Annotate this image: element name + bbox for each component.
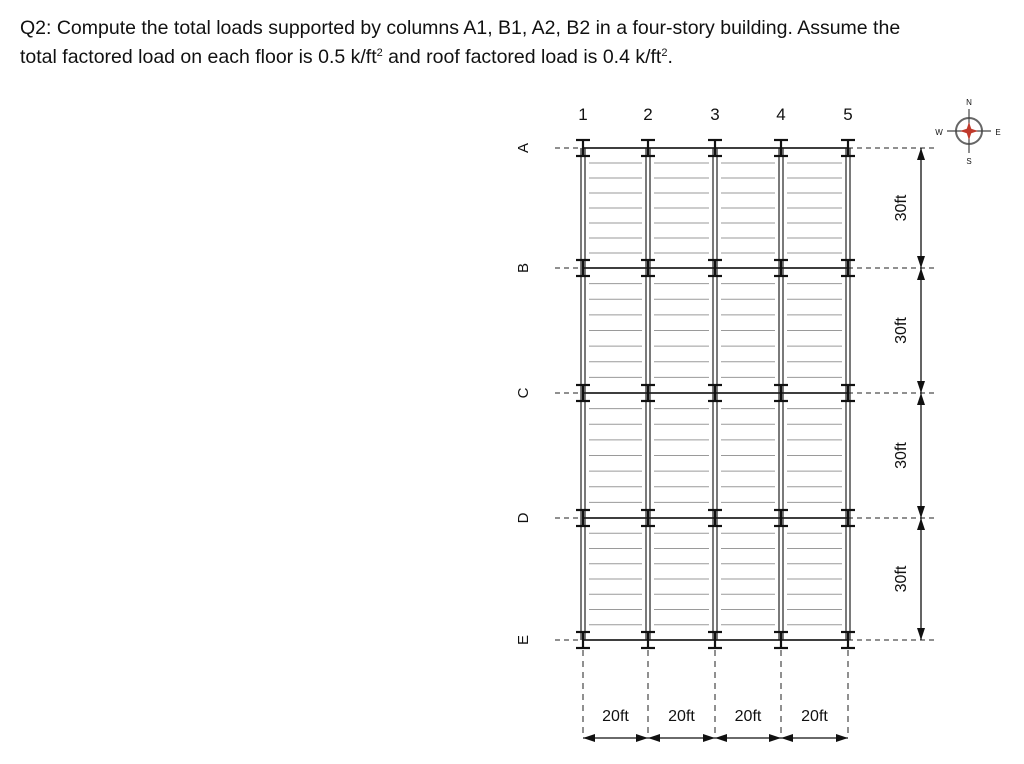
- floor-load-text: total factored load on each floor is 0.5 k/ft: [20, 46, 377, 68]
- column-label-5: 5: [843, 105, 853, 124]
- bay-depth-label: 30ft: [893, 194, 910, 222]
- row-label-B: B: [515, 262, 532, 274]
- dimension-lines: [583, 148, 925, 742]
- row-label-C: C: [515, 387, 532, 399]
- compass-needle: [960, 128, 978, 134]
- dimension-arrowhead: [836, 734, 848, 742]
- column-label-4: 4: [776, 105, 786, 124]
- row-label-D: D: [515, 512, 532, 524]
- column-label-2: 2: [643, 105, 653, 124]
- row-label-A: A: [515, 142, 532, 154]
- bay-depth-label: 30ft: [893, 317, 910, 344]
- bay-width-label: 20ft: [602, 708, 629, 725]
- dimension-arrowhead: [917, 393, 925, 405]
- dimension-arrowhead: [583, 734, 595, 742]
- dimension-arrowhead: [703, 734, 715, 742]
- dimension-arrowhead: [636, 734, 648, 742]
- compass-letter-E: E: [995, 128, 1001, 137]
- dimension-arrowhead: [648, 734, 660, 742]
- question-end: .: [667, 46, 673, 68]
- grid-beams: [555, 148, 935, 738]
- bay-depth-label: 30ft: [893, 565, 910, 593]
- columns: [576, 140, 855, 648]
- compass-letter-W: W: [935, 128, 943, 137]
- dimension-arrowhead: [917, 381, 925, 393]
- roof-load-exponent: 2: [661, 47, 668, 59]
- dimension-arrowhead: [917, 268, 925, 280]
- bay-width-label: 20ft: [734, 708, 762, 725]
- dimension-arrowhead: [715, 734, 727, 742]
- floor-load-exponent: 2: [376, 47, 383, 59]
- dimension-arrowhead: [917, 518, 925, 530]
- compass-letter-S: S: [966, 157, 972, 166]
- bay-depth-label: 30ft: [893, 442, 910, 469]
- row-label-E: E: [515, 634, 532, 646]
- dimension-arrowhead: [781, 734, 793, 742]
- dimension-arrowhead: [917, 148, 925, 160]
- bay-width-label: 20ft: [668, 708, 695, 725]
- compass-icon: [935, 98, 1000, 166]
- dimension-arrowhead: [917, 506, 925, 518]
- dimension-arrowhead: [917, 628, 925, 640]
- column-label-3: 3: [710, 105, 720, 124]
- question-line-1: Q2: Compute the total loads supported by columns A1, B1, A2, B2 in a four-story building. Assume the: [20, 17, 901, 39]
- compass-letter-N: N: [966, 98, 972, 107]
- column-label-1: 1: [578, 105, 588, 124]
- bay-width-label: 20ft: [801, 708, 828, 725]
- roof-load-text: and roof factored load is 0.4 k/ft: [382, 46, 662, 68]
- dimension-arrowhead: [769, 734, 781, 742]
- dimension-arrowhead: [917, 256, 925, 268]
